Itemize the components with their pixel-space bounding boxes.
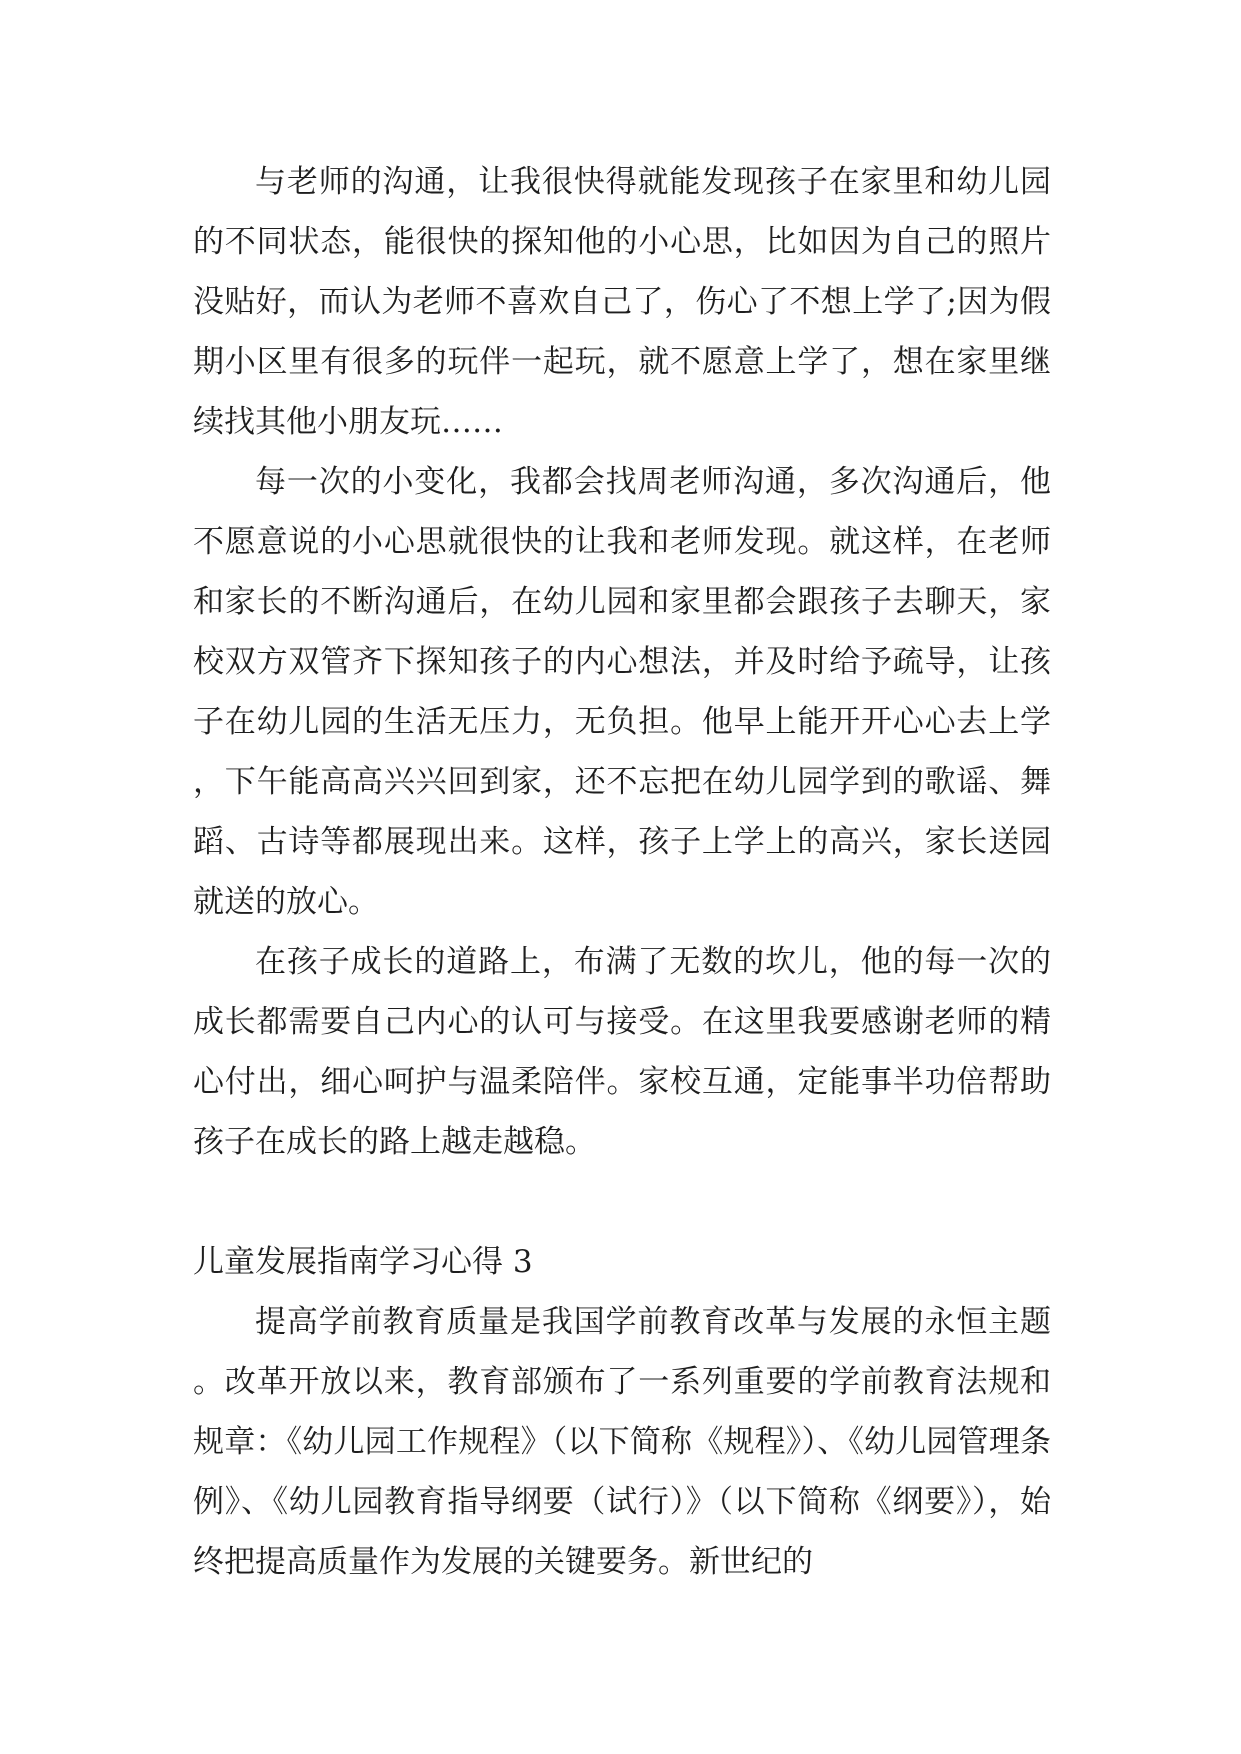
paragraph-1: 与老师的沟通，让我很快得就能发现孩子在家里和幼儿园的不同状态，能很快的探知他的小心思，比如因为自己的照片没贴好，而认为老师不喜欢自己了，伤心了不想上学了;因为假期小区里有很多的玩伴一起玩，就不愿意上学了，想在家里继续找其他小朋友玩…… — [193, 164, 1051, 440]
document-body — [193, 152, 1051, 1592]
paragraph-4: 提高学前教育质量是我国学前教育改革与发展的永恒主题。改革开放以来，教育部颁布了一系列重要的学前教育法规和规章：《幼儿园工作规程》（以下简称《规程》）、《幼儿园管理条例》、《幼儿园教育指导纲要（试行）》（以下简称《纲要》），始终把提高质量作为发展的关键要务。新世纪的 — [193, 1304, 1051, 1580]
section-heading: 儿童发展指南学习心得 3 — [193, 1244, 533, 1280]
paragraph-2: 每一次的小变化，我都会找周老师沟通，多次沟通后，他不愿意说的小心思就很快的让我和老师发现。就这样，在老师和家长的不断沟通后，在幼儿园和家里都会跟孩子去聊天，家校双方双管齐下探知孩子的内心想法，并及时给予疏导，让孩子在幼儿园的生活无压力，无负担。他早上能开开心心去上学，下午能高高兴兴回到家，还不忘把在幼儿园学到的歌谣、舞蹈、古诗等都展现出来。这样，孩子上学上的高兴，家长送园就送的放心。 — [193, 464, 1051, 920]
paragraph-3: 在孩子成长的道路上，布满了无数的坎儿，他的每一次的成长都需要自己内心的认可与接受。在这里我要感谢老师的精心付出，细心呵护与温柔陪伴。家校互通，定能事半功倍帮助孩子在成长的路上越走越稳。 — [193, 944, 1051, 1160]
